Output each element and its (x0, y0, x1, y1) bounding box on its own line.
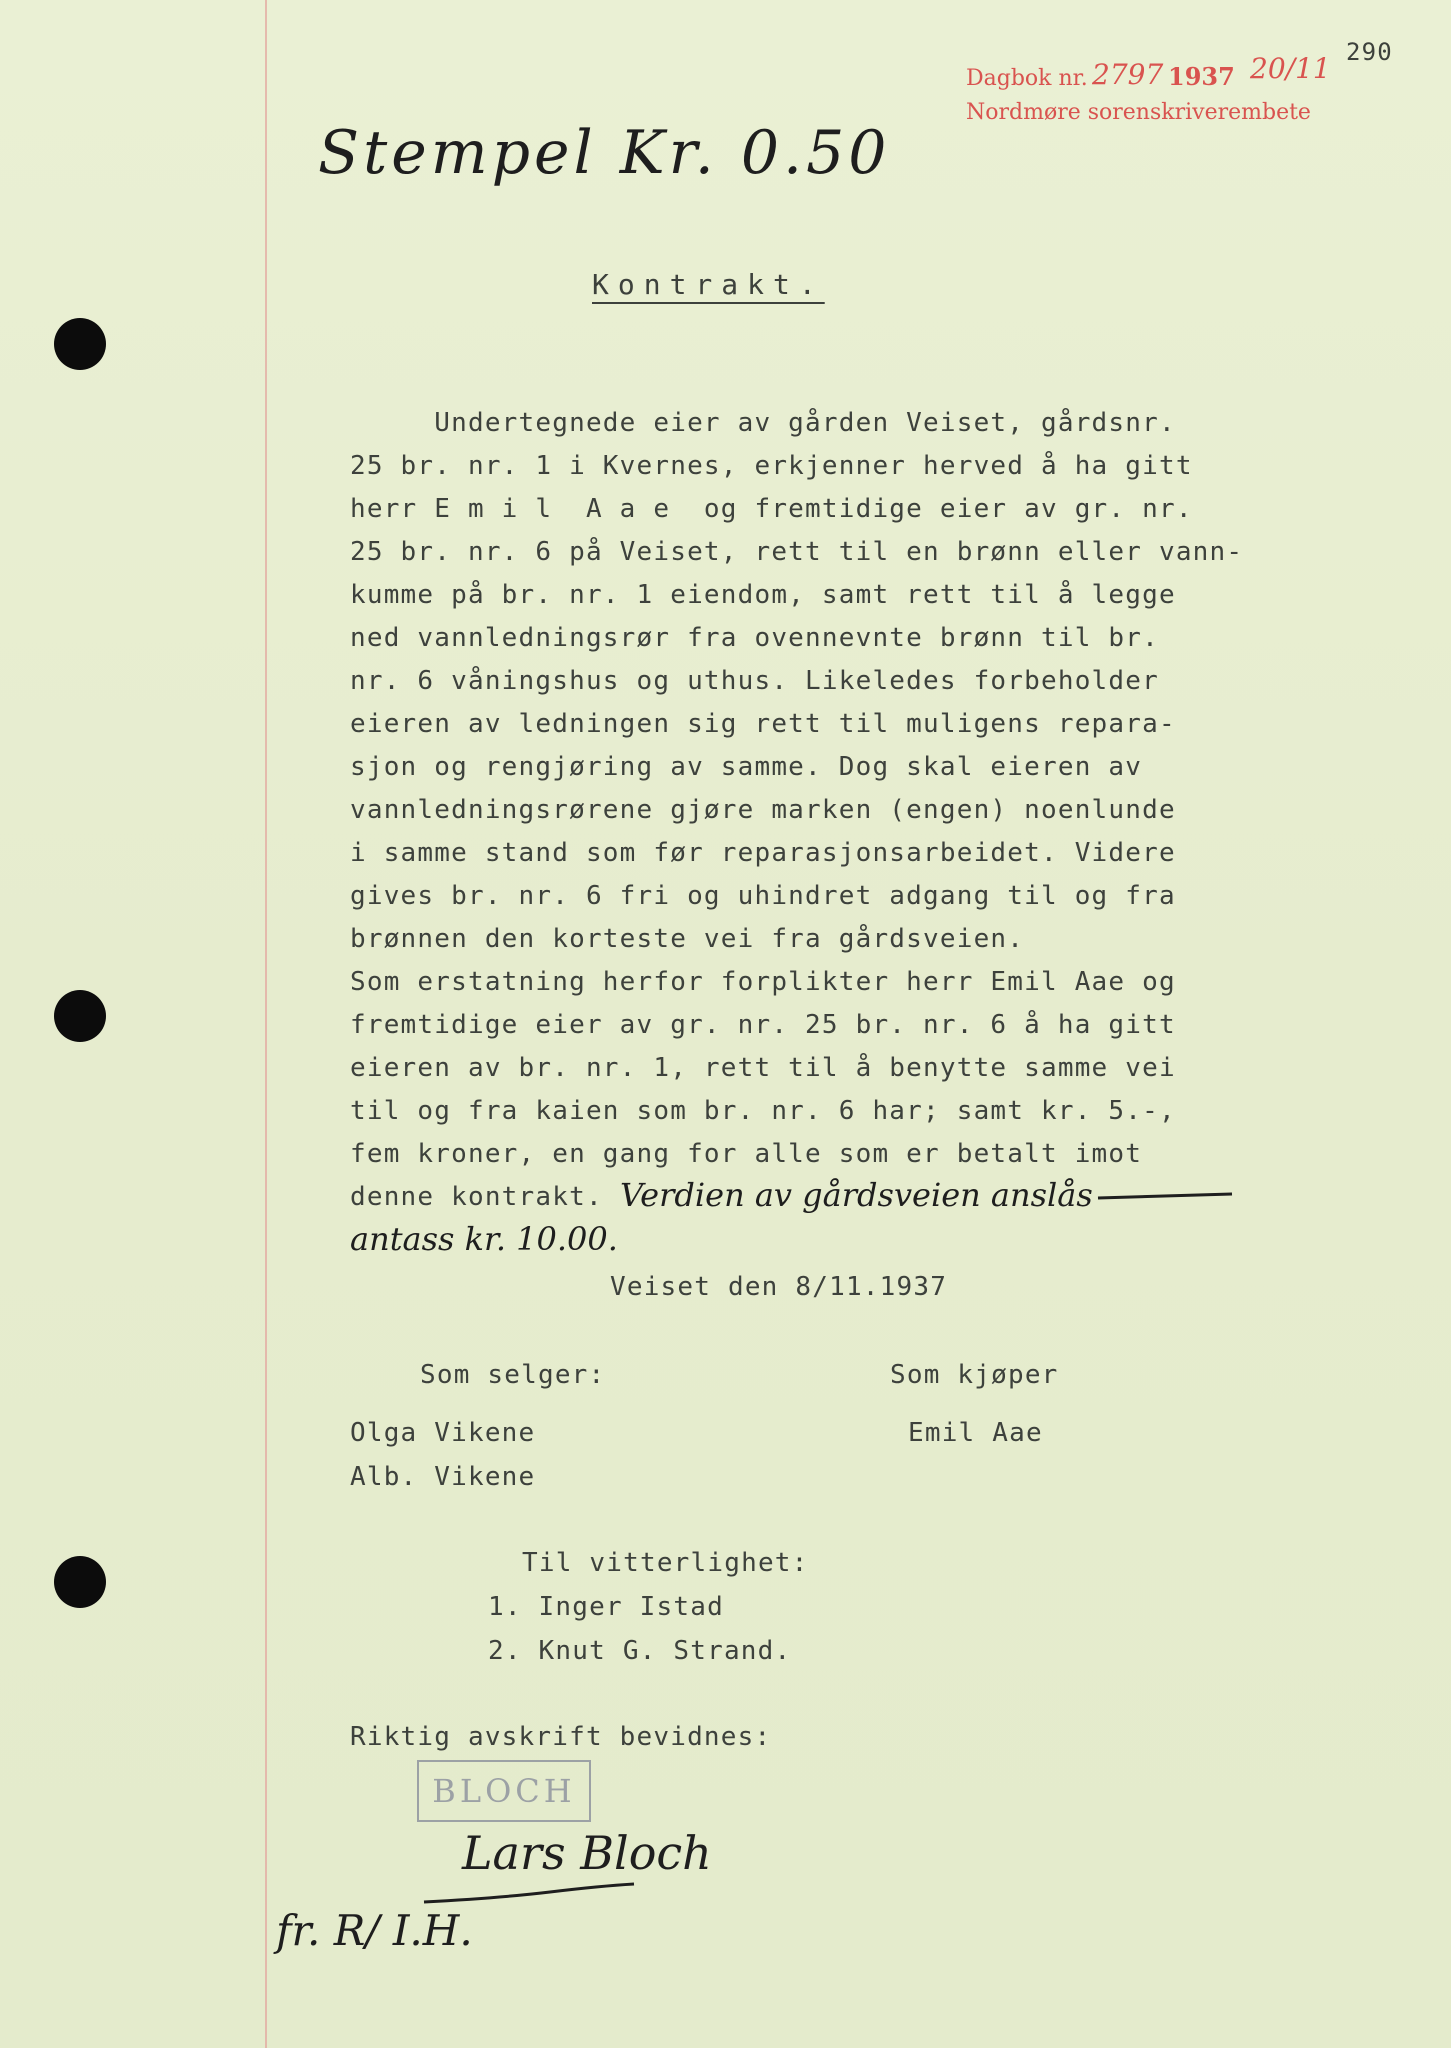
certification-line: Riktig avskrift bevidnes: (350, 1722, 772, 1752)
body-line: kumme på br. nr. 1 eiendom, samt rett til å legge (350, 580, 1176, 610)
body-line: vannledningsrørene gjøre marken (engen) noenlunde (350, 795, 1176, 825)
body-line: 25 br. nr. 1 i Kvernes, erkjenner herved å ha gitt (350, 451, 1193, 481)
place-date: Veiset den 8/11.1937 (610, 1272, 948, 1302)
clerk-initials: fr. R/ I.H. (276, 1906, 473, 1955)
seller-label: Som selger: (420, 1360, 606, 1390)
body-line: brønnen den korteste vei fra gårdsveien. (350, 924, 1025, 954)
margin-line (265, 0, 267, 2048)
punch-hole-middle (54, 990, 106, 1042)
body-line: 25 br. nr. 6 på Veiset, rett til en brønn eller vann- (350, 537, 1244, 567)
strikethrough-mark (1096, 1186, 1236, 1206)
page-number: 290 (1346, 38, 1393, 66)
buyer-name: Emil Aae (908, 1418, 1043, 1448)
body-line: denne kontrakt. (350, 1182, 603, 1212)
dagbok-label: Dagbok nr. (966, 66, 1088, 91)
body-line: til og fra kaien som br. nr. 6 har; samt kr. 5.-, (350, 1096, 1176, 1126)
body-line: fremtidige eier av gr. nr. 25 br. nr. 6 å ha gitt (350, 1010, 1176, 1040)
witness-label: Til vitterlighet: (522, 1548, 809, 1578)
handwritten-addition-line1: Verdien av gårdsveien anslås (620, 1176, 1093, 1214)
buyer-label: Som kjøper (890, 1360, 1059, 1390)
seller-name: Alb. Vikene (350, 1462, 536, 1492)
body-line: fem kroner, en gang for alle som er betalt imot (350, 1139, 1143, 1169)
body-line: i samme stand som før reparasjonsarbeidet. Videre (350, 838, 1176, 868)
signature: Lars Bloch (462, 1826, 712, 1880)
punch-hole-bottom (54, 1556, 106, 1608)
body-line: nr. 6 våningshus og uthus. Likeledes forbeholder (350, 666, 1159, 696)
dagbok-year: 1937 (1168, 62, 1235, 91)
contract-body (350, 408, 1243, 1225)
witness-name: 2. Knut G. Strand. (488, 1636, 792, 1666)
body-line: eieren av ledningen sig rett til muligens repara- (350, 709, 1176, 739)
bloch-stamp: BLOCH (417, 1760, 591, 1822)
office-name: Nordmøre sorenskriverembete (966, 100, 1311, 125)
dagbok-number: 2797 (1092, 58, 1164, 91)
witness-name: 1. Inger Istad (488, 1592, 724, 1622)
body-line: gives br. nr. 6 fri og uhindret adgang til og fra (350, 881, 1176, 911)
body-line: herr E m i l A a e og fremtidige eier av gr. nr. (350, 494, 1193, 524)
body-line: eieren av br. nr. 1, rett til å benytte samme vei (350, 1053, 1176, 1083)
dagbok-date: 20/11 (1250, 52, 1331, 85)
body-line: Undertegnede eier av gården Veiset, gårdsnr. (350, 408, 1176, 438)
stamp-fee-note: Stempel Kr. 0.50 (318, 118, 891, 188)
handwritten-addition-line2: antass kr. 10.00. (350, 1220, 618, 1258)
body-line: ned vannledningsrør fra ovennevnte brønn til br. (350, 623, 1159, 653)
body-line: Som erstatning herfor forplikter herr Emil Aae og (350, 967, 1176, 997)
punch-hole-top (54, 318, 106, 370)
body-line: sjon og rengjøring av samme. Dog skal eieren av (350, 752, 1143, 782)
document-title: Kontrakt. (592, 268, 825, 301)
seller-name: Olga Vikene (350, 1418, 536, 1448)
